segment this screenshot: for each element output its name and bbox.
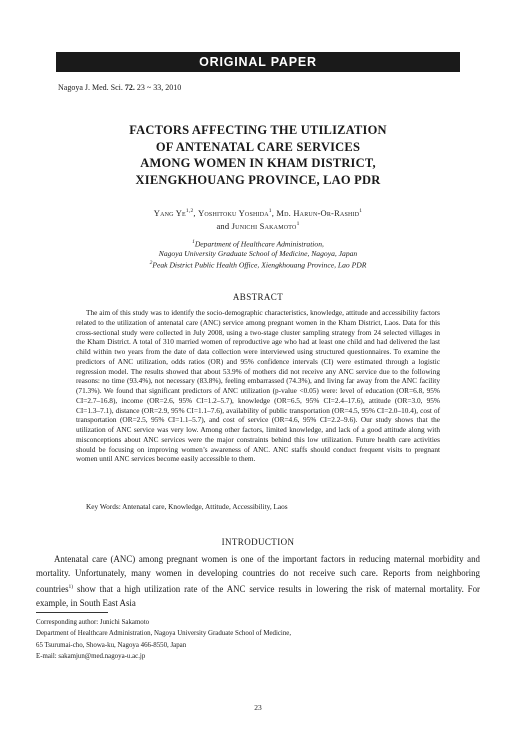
title-line: AMONG WOMEN IN KHAM DISTRICT, [140, 156, 376, 170]
affiliation-mark: 2 [149, 259, 153, 266]
paper-title [56, 122, 460, 188]
author-conjunction: and [216, 220, 230, 231]
author-affiliation-mark: 1 [359, 208, 363, 214]
correspondence-line: Corresponding author: Junichi Sakamoto [36, 619, 150, 626]
footnote-divider [36, 612, 108, 613]
journal-citation [58, 83, 181, 92]
correspondence-footnote [36, 617, 480, 663]
author-affiliation-mark: 1 [296, 220, 300, 227]
correspondence-email: E-mail: sakamjun@med.nagoya-u.ac.jp [36, 653, 146, 661]
keywords: Key Words: Antenatal care, Knowledge, Attitude, Accessibility, Laos [86, 502, 288, 511]
affiliation-line: Nagoya University Graduate School of Medicine, Nagoya, Japan [158, 249, 358, 259]
introduction-text [36, 552, 480, 610]
title-line: XIENGKHOUANG PROVINCE, LAO PDR [135, 172, 381, 187]
title-line: FACTORS AFFECTING THE UTILIZATION [129, 123, 387, 137]
journal-name: Nagoya J. Med. Sci. [58, 83, 123, 92]
intro-text-part: Antenatal care (ANC) among pregnant women is one of the important factors in reducing maternal morbidity and mortality. Unfortunately, many women in developing countries do not receive such care. Reports from neighboring countries [36, 554, 480, 594]
article-type-banner: ORIGINAL PAPER [56, 52, 460, 72]
author-affiliation-mark: 1 [268, 208, 272, 214]
reference-mark: 1) [68, 584, 74, 590]
author-name: Md. Harun-Or-Rashid [276, 207, 360, 218]
correspondence-line: Department of Healthcare Administration, Nagoya University Graduate School of Medicine, [36, 630, 292, 638]
journal-volume: 72. [124, 83, 135, 92]
intro-text-part: show that a high utilization rate of the ANC service results in lowering the risk of maternal mortality. For example, in South East Asia [36, 583, 480, 608]
abstract-heading: ABSTRACT [232, 292, 284, 302]
abstract-text: The aim of this study was to identify the socio-demographic characteristics, knowledge, attitude and accessibility factors related to the utilization of antenatal care (ANC) service among pregnant women in the Kham District, Laos. Data for this cross-sectional study were collected in July 2008, using a two-stage cluster sampling strategy from 24 selected villages in the Kham District. A total of 310 married women of reproductive age who had at least one child and had delivered the last child within two years from the date of data collection were interviewed using structured questionnaires. To examine the predictors of ANC utilization, odds ratios (OR) and 95% confidence intervals (CI) were estimated through a logistic regression model. The results showed that about 53.9% of mothers did not receive any ANC service due to the following reasons: no time (93.4%), not necessary (83.8%), feeling embarrassed (74.3%), and living far away from the ANC facility (71.3%). We found that significant predictors of ANC utilization (p-value <0.05) were: level of education (OR=6.8, 95% CI=2.7–16.8), income (OR=2.6, 95% CI=1.2–5.7), knowledge (OR=6.5, 95% CI=2.4–17.6), attitude (OR=3.0, 95% CI=1.3–7.1), distance (OR=2.9, 95% CI=1.1–7.6), availability of public transportation (OR=4.5, 95% CI=2.0–10.4), cost of transportation (OR=2.5, 95% CI=1.1–5.7), and cost of service (OR=4.6, 95% CI=2.2–9.6). Our study shows that the utilization of ANC service was very low. Among other factors, limited knowledge, and lack of a good attitude along with misconceptions about ANC services were the major constraints behind this low utilization. Future health care activities should be focusing on improving women’s awareness of ANC. ANC staffs should conduct frequent visits to pregnant women until ANC services become easily accessible to them. [76, 308, 440, 464]
affiliation-line: Peak District Public Health Office, Xiengkhouang Province, Lao PDR [152, 260, 367, 270]
introduction-heading: INTRODUCTION [221, 537, 295, 547]
author-name: Yang Ye [153, 207, 186, 218]
affiliation-line: Department of Healthcare Administration, [194, 239, 324, 249]
author-name: Junichi Sakamoto [231, 220, 297, 231]
author-list: Yang Ye$^{1,2}$, Yoshitoku Yoshida$^1$, Md. Harun-Or-Rashid$^1$ and Junichi Sakamoto$^1$ [153, 207, 363, 231]
author-affiliation-mark: 1,2 [185, 208, 194, 214]
author-name: Yoshitoku Yoshida [198, 207, 269, 218]
page-number: 23 [254, 703, 262, 712]
correspondence-line: 65 Tsurumai-cho, Showa-ku, Nagoya 466-8550, Japan [36, 641, 187, 649]
title-line: OF ANTENATAL CARE SERVICES [155, 139, 361, 154]
affiliation-mark: 1 [192, 239, 195, 245]
journal-pages: 23 ~ 33, 2010 [136, 83, 182, 92]
affiliations [56, 238, 460, 270]
